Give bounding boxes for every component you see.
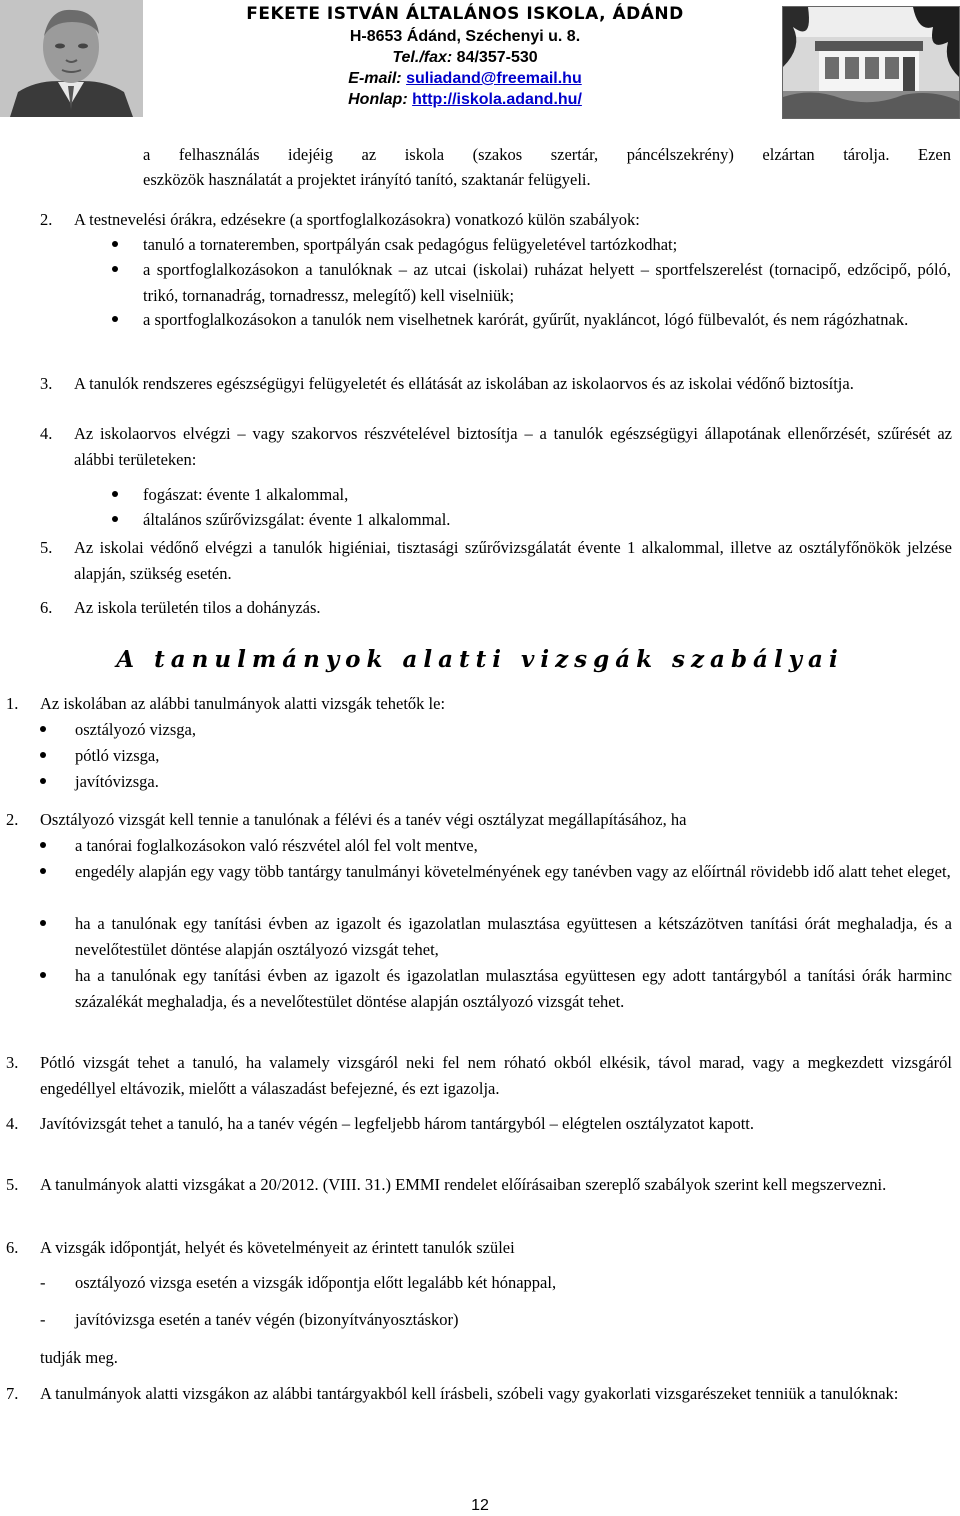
bullet-dot	[112, 266, 118, 272]
school-phone	[150, 47, 780, 68]
school-email	[150, 68, 780, 89]
bullet-dot	[112, 516, 118, 522]
condition-2: engedély alapján egy vagy több tantárgy tanulmányi követelményének egy tanévben vagy az előírtnál rövidebb idő alatt tehet eleget,	[75, 862, 951, 881]
exam-1-text: Az iskolában az alábbi tanulmányok alatti vizsgák tehetők le:	[40, 694, 446, 713]
item-2-text: A testnevelési órákra, edzésekre (a sportfoglalkozásokra) vonatkozó külön szabályok:	[74, 210, 640, 229]
section-heading: A tanulmányok alatti vizsgák szabályai	[116, 646, 844, 673]
dash-mark: -	[40, 1273, 46, 1292]
email-label: E-mail:	[348, 70, 402, 87]
sport-rule-2: a sportfoglalkozásokon a tanulóknak – az utcai (iskolai) ruházat helyett – sportfelszerelést (tornacipő, edzőcipő, póló, trikó, tornanadrág, tornadressz, melegítő) kell viselniük;	[143, 260, 951, 305]
exam-type-3: javítóvizsga.	[75, 772, 159, 791]
item-5-text: Az iskolai védőnő elvégzi a tanulók higiéniai, tisztasági szűrővizsgálatát évente 1 alkalommal, illetve az osztályfőnökök jelzése alapján, szükség esetén.	[74, 538, 952, 583]
item-4-number: 4.	[40, 424, 53, 443]
exam-2-number: 2.	[6, 810, 19, 829]
bullet-dot	[112, 316, 118, 322]
phone-value: 84/357-530	[456, 49, 538, 66]
school-header	[150, 3, 780, 110]
bullet-dot	[40, 752, 46, 758]
exam-4-number: 4.	[6, 1114, 19, 1133]
exam-1-number: 1.	[6, 694, 19, 713]
dash-mark: -	[40, 1310, 46, 1329]
condition-1: a tanórai foglalkozásokon való részvétel alól fel volt mentve,	[75, 836, 478, 855]
school-website	[150, 89, 780, 110]
phone-label: Tel./fax:	[392, 49, 453, 66]
exam-3-number: 3.	[6, 1053, 19, 1072]
exam-type-1: osztályozó vizsga,	[75, 720, 196, 739]
sport-rule-3: a sportfoglalkozásokon a tanulók nem viselhetnek karórát, gyűrűt, nyakláncot, lógó fülbevalót, és nem rágózhatnak.	[143, 310, 909, 329]
portrait-photo	[0, 0, 143, 117]
bullet-dot	[40, 972, 46, 978]
screening-1: fogászat: évente 1 alkalommal,	[143, 485, 349, 504]
screening-2: általános szűrővizsgálat: évente 1 alkalommal.	[143, 510, 451, 529]
bullet-dot	[40, 842, 46, 848]
exam-3-text: Pótló vizsgát tehet a tanuló, ha valamely vizsgáról neki fel nem róható okból elkésik, távol marad, vagy a megkezdett vizsgáról engedéllyel eltávozik, mielőtt a válaszadást befejezné, és ezt igazolja.	[40, 1053, 952, 1098]
website-link[interactable]: http://iskola.adand.hu/	[412, 91, 582, 108]
website-label: Honlap:	[348, 91, 408, 108]
item-6-text: Az iskola területén tilos a dohányzás.	[74, 598, 321, 617]
page-number: 12	[471, 1497, 489, 1514]
intro-line-2: eszközök használatát a projektet irányító tanító, szaktanár felügyeli.	[143, 170, 591, 189]
notice-deadline-2: javítóvizsga esetén a tanév végén (bizonyítványosztáskor)	[75, 1310, 459, 1329]
school-address: H-8653 Ádánd, Széchenyi u. 8.	[349, 28, 581, 45]
sport-rule-1: tanuló a tornateremben, sportpályán csak pedagógus felügyeletével tartózkodhat;	[143, 235, 678, 254]
school-building-photo	[782, 6, 960, 119]
exam-6-number: 6.	[6, 1238, 19, 1257]
exam-6-ending: tudják meg.	[40, 1348, 118, 1367]
condition-3: ha a tanulónak egy tanítási évben az igazolt és igazolatlan mulasztása együttesen a kétszázötven tanítási órát meghaladja, és a nevelőtestület döntése alapján osztályozó vizsgát tehet,	[75, 914, 952, 959]
exam-5-number: 5.	[6, 1175, 19, 1194]
email-link[interactable]: suliadand@freemail.hu	[406, 70, 582, 87]
exam-7-text: A tanulmányok alatti vizsgákon az alábbi tantárgyakból kell írásbeli, szóbeli vagy gyakorlati vizsgarészeket tenniük a tanulóknak:	[40, 1384, 899, 1403]
condition-4: ha a tanulónak egy tanítási évben az igazolt és igazolatlan mulasztása együttesen egy adott tantárgyból a tanítási órák harminc százalékát meghaladja, és a nevelőtestület döntése alapján osztályozó vizsgát tehet.	[75, 966, 952, 1011]
exam-type-2: pótló vizsga,	[75, 746, 160, 765]
bullet-dot	[112, 491, 118, 497]
item-6-number: 6.	[40, 598, 53, 617]
item-5-number: 5.	[40, 538, 53, 557]
school-name: FEKETE ISTVÁN ÁLTALÁNOS ISKOLA, ÁDÁND	[246, 4, 684, 24]
item-4-text: Az iskolaorvos elvégzi – vagy szakorvos részvételével biztosítja – a tanulók egészségügyi állapotának ellenőrzését, szűrését az alábbi területeken:	[74, 424, 952, 469]
notice-deadline-1: osztályozó vizsga esetén a vizsgák időpontja előtt legalább két hónappal,	[75, 1273, 557, 1292]
exam-4-text: Javítóvizsgát tehet a tanuló, ha a tanév végén – legfeljebb három tantárgyból – elégtelen osztályzatot kapott.	[40, 1114, 754, 1133]
bullet-dot	[40, 868, 46, 874]
exam-7-number: 7.	[6, 1384, 19, 1403]
item-3-number: 3.	[40, 374, 53, 393]
bullet-dot	[112, 241, 118, 247]
item-3-text: A tanulók rendszeres egészségügyi felügyeletét és ellátását az iskolában az iskolaorvos és az iskolai védőnő biztosítja.	[74, 374, 854, 393]
intro-line-1: a felhasználás idejéig az iskola (szakos szertár, páncélszekrény) elzártan tárolja. Ezen	[143, 145, 951, 164]
exam-6-text: A vizsgák időpontját, helyét és követelményeit az érintett tanulók szülei	[40, 1238, 515, 1257]
exam-5-text: A tanulmányok alatti vizsgákat a 20/2012. (VIII. 31.) EMMI rendelet előírásaiban szereplő szabályok szerint kell megszervezni.	[40, 1175, 887, 1194]
exam-2-text: Osztályozó vizsgát kell tennie a tanulónak a félévi és a tanév végi osztályzat megállapításához, ha	[40, 810, 687, 829]
bullet-dot	[40, 778, 46, 784]
bullet-dot	[40, 920, 46, 926]
item-2-number: 2.	[40, 210, 53, 229]
bullet-dot	[40, 726, 46, 732]
